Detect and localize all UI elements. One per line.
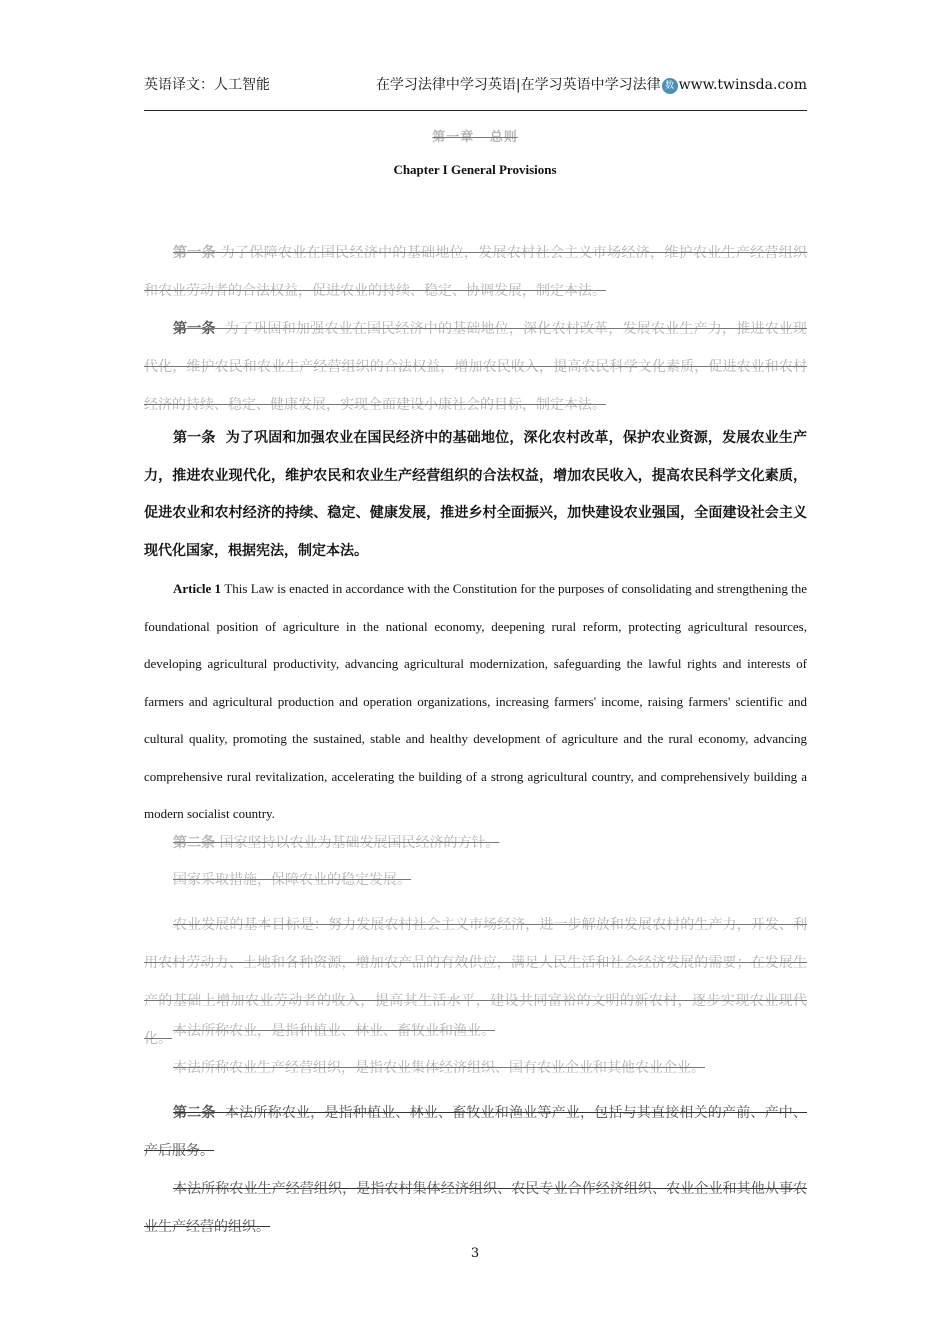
page-number: 3 xyxy=(470,1246,480,1261)
header-divider xyxy=(144,110,807,111)
deleted-paragraph: 国家采取措施，保障农业的稳定发展。 xyxy=(173,872,411,888)
header-slogan: 在学习法律中学习英语|在学习英语中学习法律 xyxy=(375,77,661,93)
deleted-paragraph: 本法所称农业生产经营组织，是指农村集体经济组织、农民专业合作经济组织、农业企业和其他从事农业生产经营的组织。 xyxy=(144,1181,807,1235)
article-text: 国家坚持以农业为基础发展国民经济的方针。 xyxy=(219,835,500,851)
article-text: This Law is enacted in accordance with the Constitution for the purposes of consolidating and strengthening the foundational position of agriculture in the national economy, deepening rural reform, protecting agricultural resources, developing agricultural productivity, advancing agricultural modernization, safeguarding the lawful rights and interests of farmers and agricultural production and operation organizations, increasing farmers' income, raising farmers' scientific and cultural quality, promoting the sustained, stable and healthy development of agriculture and the rural economy, advancing comprehensive rural revitalization, accelerating the building of a strong agricultural country, and comprehensively building a modern socialist country. xyxy=(144,581,807,821)
article-label: Article 1 xyxy=(173,581,222,596)
deleted-article-2-2002 xyxy=(144,1094,807,1170)
article-text: 为了保障农业在国民经济中的基础地位，发展农村社会主义市场经济，维护农业生产经营组织和农业劳动者的合法权益，促进农业的持续、稳定、协调发展，制定本法。 xyxy=(144,245,808,299)
deleted-paragraph: 本法所称农业生产经营组织，是指农业集体经济组织、国有农业企业和其他农业企业。 xyxy=(173,1060,705,1076)
deleted-article-1-original xyxy=(144,234,807,310)
deleted-article-1-2002 xyxy=(144,310,807,424)
article-label: 第二条 xyxy=(173,835,215,851)
header-website-link[interactable]: www.twinsda.com xyxy=(678,77,807,93)
deleted-paragraph: 本法所称农业，是指种植业、林业、畜牧业和渔业。 xyxy=(173,1023,495,1039)
twinsda-logo-icon: 数 xyxy=(662,78,678,94)
deleted-article-2-original xyxy=(144,832,807,854)
article-text: 为了巩固和加强农业在国民经济中的基础地位，深化农村改革，保护农业资源，发展农业生产力，推进农业现代化，维护农民和农业生产经营组织的合法权益，增加农民收入，提高农民科学文化素质，促进农业和农村经济的持续、稳定、健康发展，推进乡村全面振兴，加快建设农业强国，全面建设社会主义现代化国家，根据宪法，制定本法。 xyxy=(144,430,808,559)
header-left-title: 英语译文：人工智能 xyxy=(144,77,270,93)
chapter-title-en: Chapter I General Provisions xyxy=(393,162,557,177)
article-label: 第一条 xyxy=(173,430,216,446)
chapter-title-cn: 第一章 总则 xyxy=(432,130,518,145)
deleted-paragraph: 农业发展的基本目标是：努力发展农村社会主义市场经济，进一步解放和发展农村的生产力，开发、利用农村劳动力、土地和各种资源，增加农产品的有效供应，满足人民生活和社会经济发展的需要；在发展生产的基础上增加农业劳动者的收入，提高其生活水平，建设共同富裕的文明的新农村，逐步实现农业现代化。 xyxy=(144,917,807,1047)
page-header xyxy=(144,72,807,94)
article-label: 第一条 xyxy=(173,321,216,337)
article-1-english xyxy=(144,570,807,833)
article-text: 为了巩固和加强农业在国民经济中的基础地位，深化农村改革，发展农业生产力，推进农业现代化，维护农民和农业生产经营组织的合法权益，增加农民收入，提高农民科学文化素质，促进农业和农村经济的持续、稳定、健康发展，实现全面建设小康社会的目标，制定本法。 xyxy=(144,321,808,413)
header-right xyxy=(376,74,807,94)
article-1-current-cn xyxy=(144,420,807,570)
article-text: 本法所称农业，是指种植业、林业、畜牧业和渔业等产业，包括与其直接相关的产前、产中、产后服务。 xyxy=(144,1105,808,1159)
article-label: 第二条 xyxy=(173,1105,216,1121)
article-label: 第一条 xyxy=(173,245,216,261)
